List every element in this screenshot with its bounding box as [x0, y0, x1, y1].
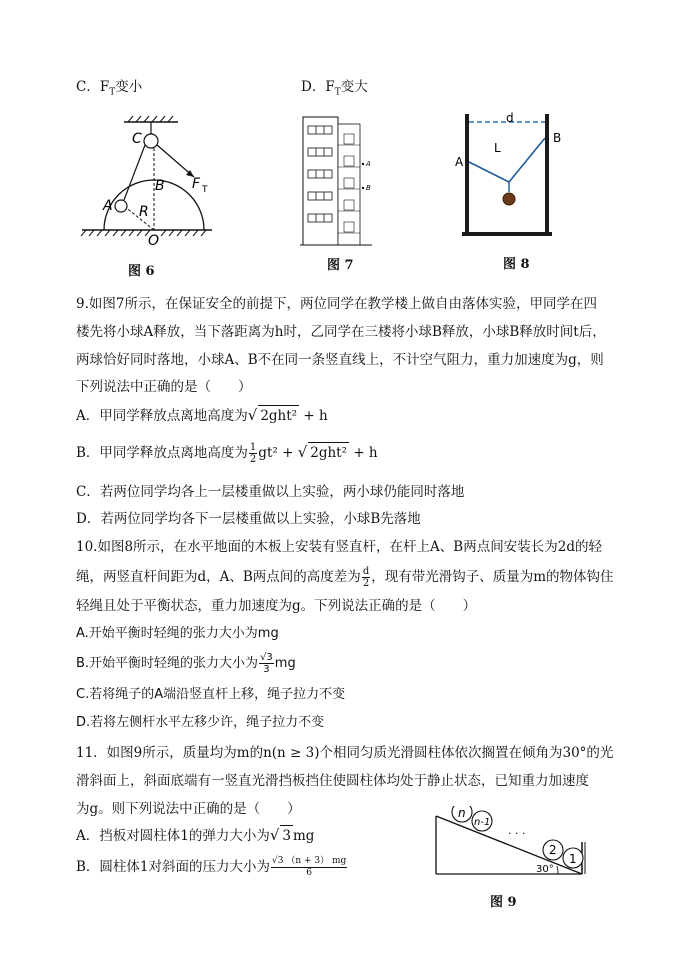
- q9-stem-line-2: 楼先将小球A释放，当下落距离为h时，乙同学在三楼将小球B释放，小球B释放时间t后，: [76, 324, 606, 340]
- fig9-label-n-1: n-1: [474, 817, 491, 828]
- q9-option-a-tail: + h: [303, 408, 328, 424]
- q10-option-c: C.若将绳子的A端沿竖直杆上移，绳子拉力不变: [76, 687, 346, 702]
- q9-option-b-fraction: $\frac{1}{2}$: [249, 442, 257, 465]
- q11-option-b-text: B．圆柱体1对斜面的压力大小为: [76, 859, 271, 875]
- fig8-label-a: A: [455, 155, 464, 169]
- option-d-sub: T: [334, 87, 341, 98]
- q9-option-b-mid: gt² +: [258, 445, 294, 461]
- fig6-label-c: C: [132, 131, 142, 147]
- fig9-label-dots: . . .: [508, 824, 526, 837]
- q11-stem-line-3: 为g。则下列说法中正确的是（ ）: [76, 801, 301, 817]
- q10-height-fraction: $\frac{d}{2}$: [362, 566, 370, 589]
- q9-option-c: C．若两位同学均各上一层楼重做以上实验，两小球仍能同时落地: [76, 484, 465, 500]
- option-c-sub: T: [109, 87, 116, 98]
- figure-7-caption: 图 7: [327, 258, 354, 273]
- q10-stem-line-2-post: ，现有带光滑钩子、质量为m的物体钩住: [371, 569, 614, 585]
- q10-stem-line-3: 轻绳且处于平衡状态，重力加速度为g。下列说法正确的是（ ）: [76, 598, 477, 614]
- fig6-label-a: A: [103, 198, 113, 214]
- q9-option-a-text: A．甲同学释放点离地高度为: [76, 408, 248, 424]
- option-c-tail: 变小: [115, 79, 143, 95]
- q9-option-a: A．甲同学释放点离地高度为√ 2ght² + h: [76, 406, 328, 424]
- q10-option-b: [76, 652, 296, 675]
- fig6-label-r: R: [139, 204, 149, 220]
- q9-stem-line-1: 9.如图7所示，在保证安全的前提下，两位同学在教学楼上做自由落体实验，甲同学在四: [76, 296, 597, 312]
- q10-stem-line-2: [76, 566, 614, 589]
- figure-9-diagram: [430, 806, 590, 882]
- figure-6-caption: 图 6: [128, 264, 155, 279]
- q11-option-b: [76, 856, 348, 879]
- q9-option-a-radicand: 2ght²: [258, 405, 299, 426]
- fig8-label-d: d: [506, 111, 514, 125]
- fig7-label-b: B: [366, 184, 371, 192]
- option-d-line: [301, 77, 368, 103]
- q9-stem-line-3: 两球恰好同时落地，小球A、B不在同一条竖直线上，不计空气阻力，重力加速度为g，则: [76, 352, 604, 368]
- q10-option-b-text: B.开始平衡时轻绳的张力大小为: [76, 656, 259, 671]
- figure-9-caption: 图 9: [490, 895, 517, 910]
- option-c-text: C．F: [76, 79, 110, 95]
- q9-option-b-tail: + h: [353, 445, 378, 461]
- q11-stem-line-2: 滑斜面上，斜面底端有一竖直光滑挡板挡住使圆柱体均处于静止状态，已知重力加速度: [76, 773, 589, 789]
- q9-option-b: B．甲同学释放点离地高度为 $\frac{1}{2}$ gt² + √ 2ght² + h: [76, 442, 378, 465]
- fig6-label-f: F: [192, 176, 201, 192]
- q10-stem-line-1: 10.如图8所示，在水平地面的木板上安装有竖直杆，在杆上A、B两点间安装长为2d的轻: [76, 539, 602, 555]
- fig9-label-angle: 30°: [536, 864, 554, 875]
- fig8-label-l: L: [494, 141, 501, 155]
- q9-option-b-radicand: 2ght²: [308, 442, 349, 463]
- fig9-label-n: n: [458, 806, 466, 820]
- q11-option-b-fraction: $\frac{√3 (n + 3) mg}{6}$: [272, 856, 347, 878]
- q11-option-a-radicand: 3: [280, 825, 293, 846]
- q11-option-a: A．挡板对圆柱体1的弹力大小为√ 3 mg: [76, 826, 315, 844]
- q10-option-b-fraction: $\frac{√3}{3}$: [260, 652, 273, 675]
- fig6-label-o: O: [148, 233, 160, 249]
- fig8-label-b: B: [553, 131, 562, 145]
- option-d-tail: 变大: [340, 79, 368, 95]
- fig6-label-b: B: [155, 178, 165, 194]
- figure-7-diagram: [300, 112, 380, 248]
- figure-6-diagram: [76, 112, 216, 252]
- figure-8-diagram: [452, 108, 572, 240]
- option-c-line: [76, 77, 142, 103]
- fig6-label-t: T: [202, 185, 208, 195]
- q11-stem-line-1: 11．如图9所示，质量均为m的n(n ≥ 3)个相同匀质光滑圆柱体依次搁置在倾角为30°的光: [76, 745, 614, 761]
- q10-option-a: A.开始平衡时轻绳的张力大小为mg: [76, 626, 279, 641]
- option-d-text: D．F: [301, 79, 335, 95]
- fig9-label-1: 1: [569, 852, 577, 866]
- q9-option-b-text: B．甲同学释放点离地高度为: [76, 445, 248, 461]
- q9-stem-line-4: 下列说法中正确的是（ ）: [76, 379, 252, 395]
- q10-stem-line-2-pre: 绳，两竖直杆间距为d，A、B两点间的高度差为: [76, 569, 361, 585]
- fig7-label-a: A: [366, 160, 371, 168]
- figure-8-caption: 图 8: [503, 257, 530, 272]
- fig9-label-2: 2: [549, 843, 557, 857]
- q10-option-d: D.若将左侧杆水平左移少许，绳子拉力不变: [76, 715, 325, 730]
- q11-option-a-text: A．挡板对圆柱体1的弹力大小为: [76, 828, 270, 844]
- q9-option-d: D．若两位同学均各下一层楼重做以上实验，小球B先落地: [76, 511, 421, 527]
- q10-option-b-tail: mg: [274, 656, 296, 671]
- q11-option-a-tail: mg: [293, 828, 315, 844]
